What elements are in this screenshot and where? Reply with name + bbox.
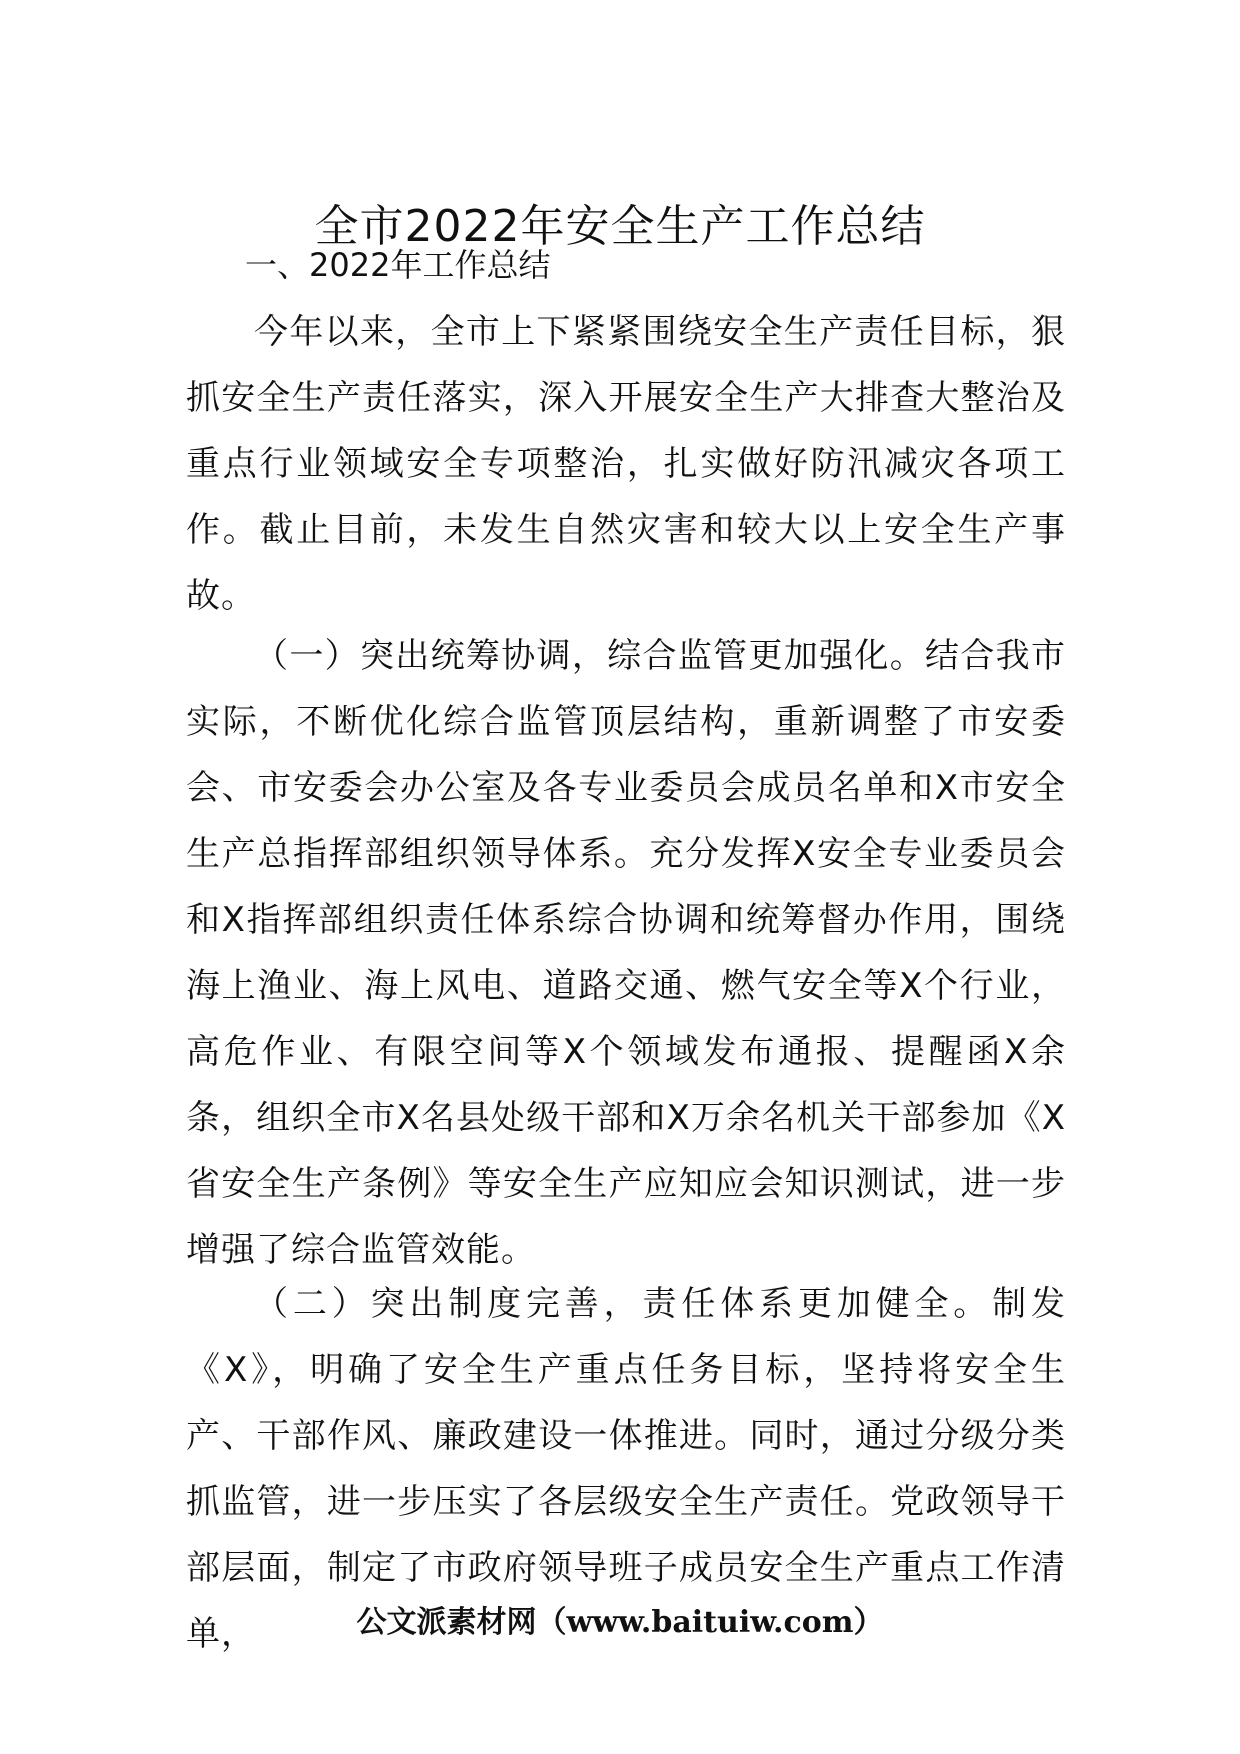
paragraph-coordination: （一）突出统筹协调，综合监管更加强化。结合我市实际，不断优化综合监管顶层结构，重新调整了市安委会、市安委会办公室及各专业委员会成员名单和X市安全生产总指挥部组织领导体系。充分发挥X安全专业委员会和X指挥部组织责任体系综合协调和统筹督办作用，围绕海上渔业、海上风电、道路交通、燃气安全等X个行业，高危作业、有限空间等X个领域发布通报、提醒函X余条，组织全市X名县处级干部和X万余名机关干部参加《X省安全生产条例》等安全生产应知应会知识测试，进一步增强了综合监管效能。 <box>186 636 1066 1270</box>
section-heading: 一、2022年工作总结 <box>245 246 551 284</box>
document-title: 全市2022年安全生产工作总结 <box>314 201 926 253</box>
paragraph-intro: 今年以来，全市上下紧紧围绕安全生产责任目标，狠抓安全生产责任落实，深入开展安全生产大排查大整治及重点行业领域安全专项整治，扎实做好防汛减灾各项工作。截止目前，未发生自然灾害和较大以上安全生产事故。 <box>186 312 1066 616</box>
paragraph-system: （二）突出制度完善，责任体系更加健全。制发《X》，明确了安全生产重点任务目标，坚持将安全生产、干部作风、廉政建设一体推进。同时，通过分级分类抓监管，进一步压实了各层级安全生产责任。党政领导干部层面，制定了市政府领导班子成员安全生产重点工作清单， <box>186 1284 1066 1654</box>
footer-watermark: 公文派素材网（www.baituiw.com） <box>356 1605 884 1640</box>
